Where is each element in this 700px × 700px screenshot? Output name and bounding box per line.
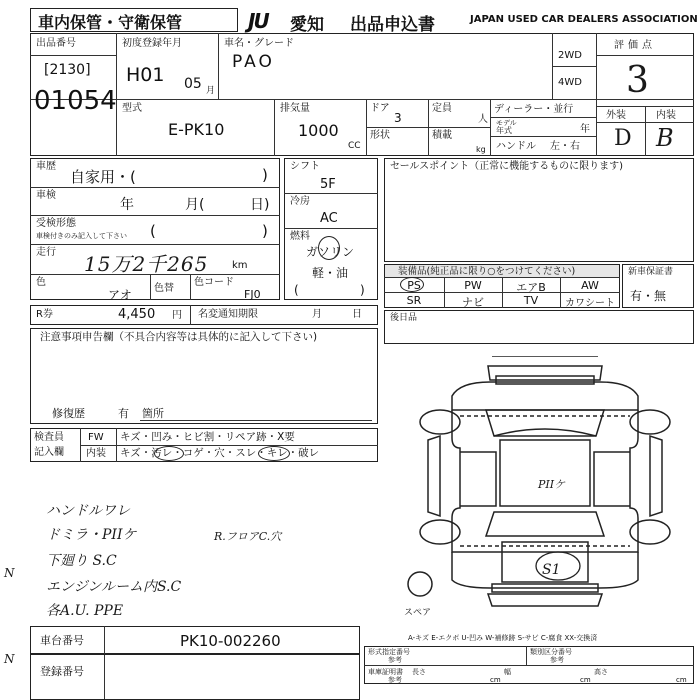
model-label: 型式	[122, 103, 142, 114]
hand-side-note: R.フロアC.穴	[214, 530, 282, 543]
registration-label: 初度登録年月	[122, 38, 182, 49]
r-ticket-label: R券	[36, 309, 53, 320]
repair-label: 修復歴	[52, 407, 85, 420]
hand-note-5: 各A.U. PPE	[46, 603, 124, 619]
color-value: アオ	[108, 288, 132, 302]
type-ref-label: 参考	[388, 656, 402, 664]
fuel-label: 燃料	[290, 231, 310, 242]
fuel-open: (	[294, 283, 299, 297]
received-close: )	[262, 222, 268, 240]
lot-number: 01054	[34, 86, 117, 116]
shift-label: シフト	[290, 161, 320, 172]
fuel-close: )	[360, 283, 365, 297]
equip-tv: TV	[523, 294, 539, 307]
spare-label: スペア	[404, 608, 432, 618]
length-label: 長さ	[412, 668, 426, 676]
reg-number-label: 登録番号	[40, 665, 84, 678]
scuff-circle	[258, 446, 290, 461]
model-year-label1: モデル	[496, 119, 517, 127]
drive-4wd: 4WD	[558, 77, 582, 88]
top-grid	[30, 33, 694, 156]
equip-aw: AW	[581, 279, 599, 292]
color-label: 色	[36, 277, 46, 288]
association-name: JAPAN USED CAR DEALERS ASSOCIATION	[470, 14, 698, 25]
margin-mark-2: N	[4, 652, 15, 666]
hand-note-4: エンジンルーム内S.C	[46, 579, 182, 595]
after-reg-box	[384, 310, 694, 344]
shift-value: 5F	[320, 177, 336, 192]
inspector-interior-items: キズ・汚レ・コゲ・穴・スレ・キレ・破レ	[120, 447, 320, 459]
handle-label: ハンドル	[496, 141, 536, 152]
r-ticket-unit: 円	[172, 310, 182, 321]
shape-label: 形状	[370, 130, 390, 141]
notes-label: 注意事項申告欄（不具合内容等は具体的に記入して下さい)	[40, 331, 318, 343]
inspector-fw-items: キズ・凹み・ヒビ割・リペア跡・X要	[120, 431, 295, 443]
car-name-value: PAO	[232, 52, 275, 72]
equip-ps-circle	[400, 277, 424, 292]
chassis-label: 車台番号	[40, 634, 84, 647]
registration-month: 05	[184, 76, 202, 92]
repair-place: 箇所	[142, 407, 164, 420]
car-name-label: 車名・グレード	[224, 38, 294, 49]
received-label: 受検形態	[36, 218, 76, 229]
aircon-label: 冷房	[290, 196, 310, 207]
color-code-label: 色コード	[194, 277, 234, 288]
doors-value: 3	[394, 111, 402, 125]
inspection-month: 月(	[185, 197, 205, 213]
ju-logo: JU	[248, 9, 268, 33]
drive-2wd: 2WD	[558, 50, 582, 61]
class-num-label: 類別区分番号	[530, 648, 572, 656]
hand-note-3: 下廻り S.C	[46, 553, 117, 569]
capacity-unit: 人	[478, 114, 488, 125]
inspector-label1: 検査員	[34, 432, 64, 443]
name-change-month: 月	[312, 309, 322, 320]
repair-value: 有	[118, 407, 129, 420]
name-change-day: 日	[352, 309, 362, 320]
fuel-gas-circle	[318, 236, 340, 260]
rating-value: 3	[626, 60, 649, 101]
load-label: 積載	[432, 130, 452, 141]
displacement-unit: CC	[348, 141, 361, 151]
new-warranty-label: 新車保証書	[628, 267, 674, 277]
received-open: (	[150, 222, 156, 240]
chassis-value: PK10-002260	[180, 632, 281, 650]
interior-label: 内装	[656, 110, 676, 121]
margin-mark-1: N	[4, 566, 15, 580]
fuel-diesel: 軽・油	[312, 266, 349, 280]
equip-leather-seat: カワシート	[565, 298, 615, 309]
interior-value: B	[656, 124, 674, 152]
history-value: 自家用・(	[70, 168, 136, 186]
equipment-label: 装備品(純正品に限り○をつけてください)	[398, 266, 576, 277]
displacement-label: 排気量	[280, 103, 310, 114]
sales-point-label: セールスポイント（正常に機能するものに限ります)	[390, 161, 624, 172]
exterior-label: 外装	[606, 110, 626, 121]
fuel-gas: ガソリン	[306, 245, 355, 259]
lot-label: 出品番号	[36, 38, 76, 49]
ref2-label: 参考	[388, 676, 402, 684]
dealer-label: ディーラー・並行	[494, 104, 574, 115]
stain-circle	[154, 446, 184, 461]
history-close: )	[262, 166, 268, 184]
type-cert-label: 形式指定番号	[368, 648, 410, 656]
received-note: 車検付きのみ記入して下さい	[36, 232, 127, 240]
equip-pw: PW	[464, 279, 482, 292]
inspection-label: 車検	[36, 190, 56, 201]
damage-legend: A-キズ E-エクボ U-凹み W-補修跡 S-サビ C-腐食 XX-交換済	[408, 634, 598, 642]
color-code-value: FJ0	[244, 288, 261, 301]
storage-label: 車内保管・守衛保管	[38, 13, 183, 32]
org-name: 愛知	[290, 15, 324, 35]
displacement-value: 1000	[298, 121, 339, 140]
class-ref-label: 参考	[550, 656, 564, 664]
r-ticket-value: 4,450	[118, 307, 156, 322]
width-unit: cm	[580, 676, 591, 684]
mileage-label: 走行	[36, 247, 56, 258]
hand-note-1: ハンドルワレ	[46, 503, 130, 519]
diagram-mark-bottom: S1	[542, 562, 561, 578]
equip-airbag: エアB	[516, 281, 546, 294]
model-year-label2: 年式	[496, 126, 512, 135]
length-unit: cm	[490, 676, 501, 684]
load-unit: kg	[476, 145, 486, 154]
aircon-value: AC	[320, 211, 338, 226]
registration-month-unit: 月	[206, 86, 216, 96]
height-unit: cm	[676, 676, 687, 684]
reg-cert-label: 車庫証明書	[368, 668, 403, 676]
hand-note-2: ドミラ・PIIケ	[46, 527, 137, 543]
equip-navi: ナビ	[462, 296, 484, 309]
name-change-label: 名変通知期限	[198, 309, 258, 320]
model-value: E-PK10	[168, 120, 225, 139]
rating-label: 評価点	[614, 40, 656, 51]
lot-code: [2130]	[44, 62, 91, 78]
new-warranty-value: 有・無	[630, 289, 667, 303]
mileage-unit: km	[232, 260, 248, 271]
year-unit: 年	[580, 124, 590, 135]
form-title: 出品申込書	[350, 15, 435, 35]
equip-ps: PS	[407, 279, 421, 292]
diagram-mark-top: PIIケ	[538, 478, 566, 491]
inspector-fw: FW	[88, 432, 104, 443]
registration-era-year: H01	[126, 64, 165, 86]
inspector-interior: 内装	[86, 448, 106, 459]
inspector-label2: 記入欄	[34, 447, 64, 458]
height-label: 高さ	[594, 668, 608, 676]
width-label: 幅	[504, 668, 511, 676]
mileage-value: 15万2千265	[84, 252, 209, 276]
equip-sr: SR	[406, 294, 422, 307]
handle-value: 左・右	[550, 141, 580, 152]
after-reg-label: 後日品	[390, 313, 418, 323]
inspection-day: 日)	[250, 197, 270, 213]
capacity-label: 定員	[432, 103, 452, 114]
inspection-year: 年	[120, 197, 134, 213]
color-change-label: 色替	[154, 283, 174, 294]
sales-point-box	[384, 158, 694, 262]
doors-label: ドア	[370, 103, 390, 114]
exterior-value: D	[614, 126, 632, 151]
history-label: 車歴	[36, 161, 56, 172]
